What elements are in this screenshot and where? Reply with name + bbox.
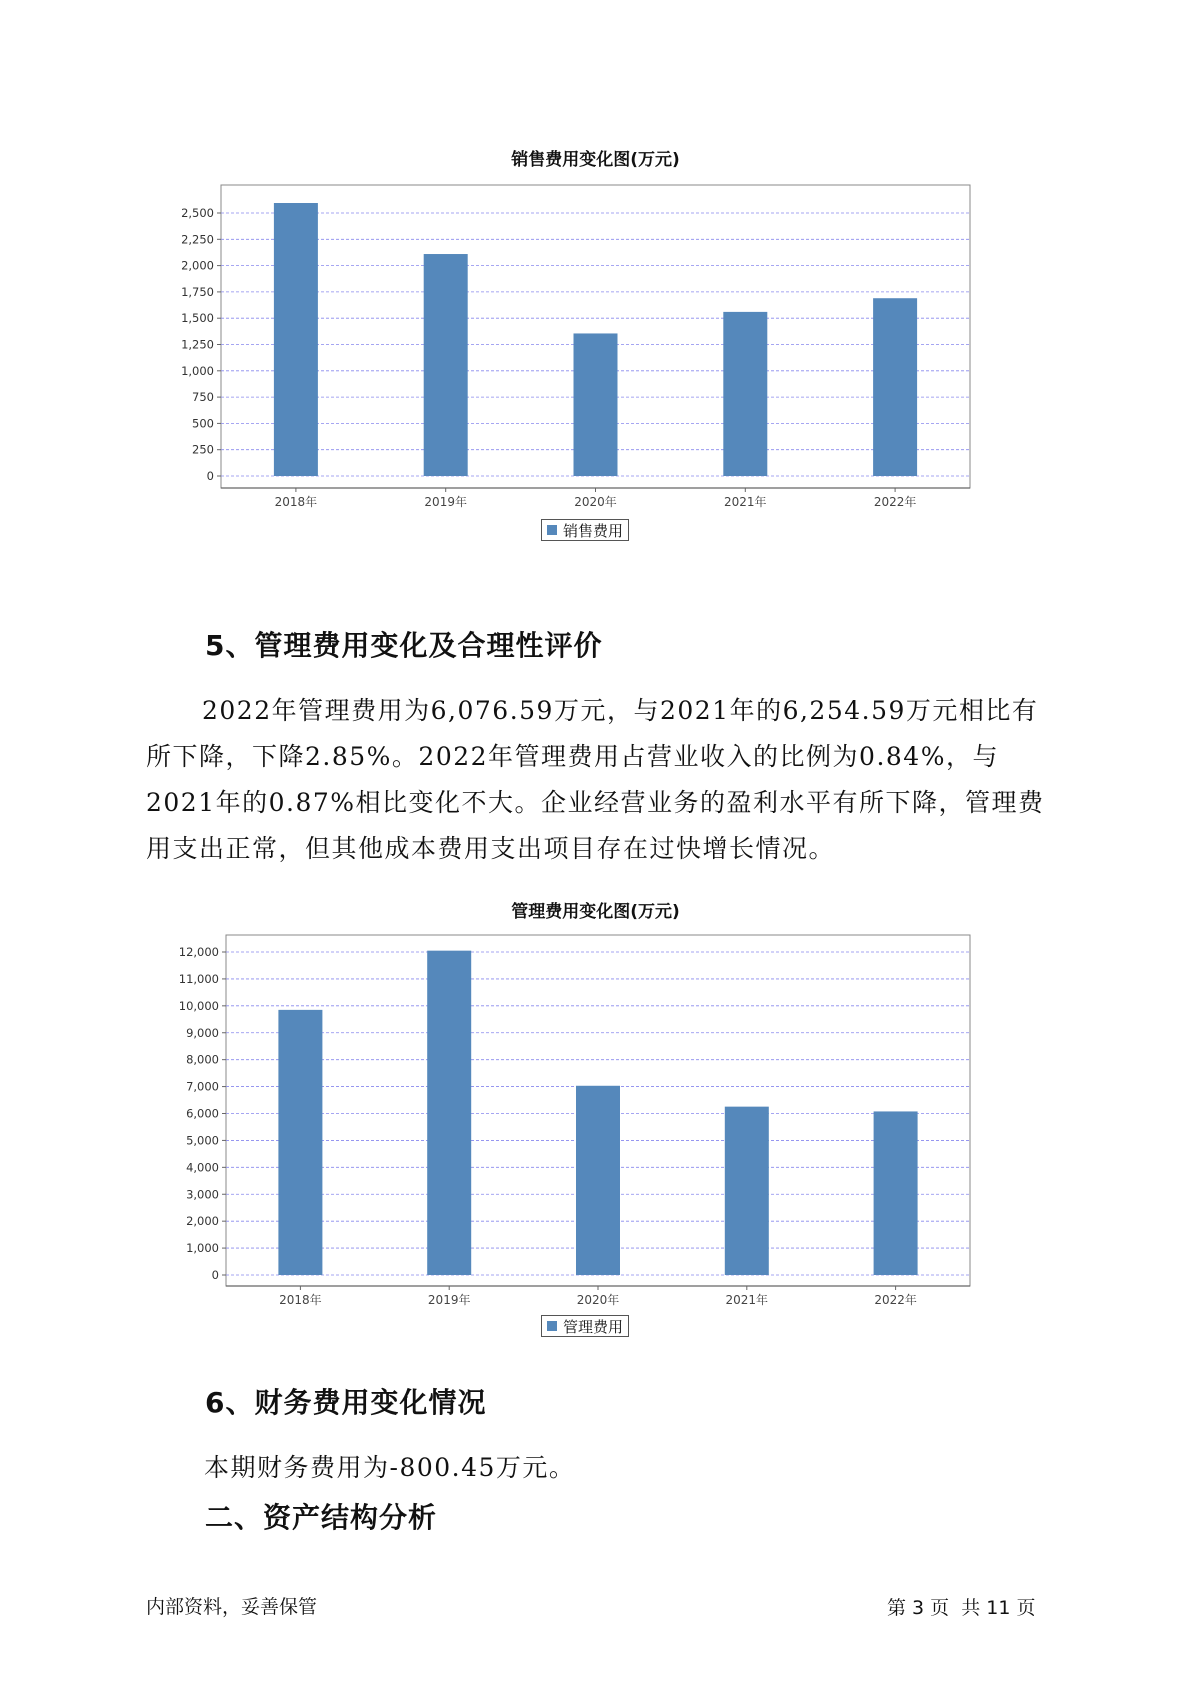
section5-heading: 5、管理费用变化及合理性评价 <box>205 629 603 662</box>
sales-bar <box>723 312 767 476</box>
section6-heading: 6、财务费用变化情况 <box>205 1386 487 1419</box>
admin-bar <box>427 951 471 1275</box>
sales-bar <box>574 333 618 476</box>
sales-legend-wrap <box>150 519 1020 541</box>
admin-bar <box>874 1111 918 1275</box>
admin-legend-wrap <box>150 1315 1020 1337</box>
sales-ytick-label: 1,500 <box>181 311 214 326</box>
sales-legend-label: 销售费用 <box>562 521 623 540</box>
page-number: 第 3 页 共 11 页 <box>887 1597 1036 1619</box>
admin-ytick-label: 12,000 <box>178 945 219 959</box>
admin-xtick-label: 2020年 <box>576 1293 620 1307</box>
admin-legend-label: 管理费用 <box>562 1317 623 1336</box>
sales-bar <box>873 298 917 476</box>
sales-ytick-label: 1,000 <box>181 363 214 378</box>
sales-ytick-label: 0 <box>206 469 214 483</box>
sales-ytick-label: 2,000 <box>181 258 214 273</box>
sales-legend-swatch <box>547 525 557 535</box>
admin-bar <box>278 1010 322 1275</box>
sales-xtick-label: 2020年 <box>574 495 617 509</box>
admin-legend <box>541 1315 629 1337</box>
admin-ytick-label: 4,000 <box>186 1160 219 1175</box>
sales-chart <box>150 175 1020 545</box>
admin-xtick-label: 2019年 <box>427 1293 471 1307</box>
section5-paragraph: 2022年管理费用为6,076.59万元，与2021年的6,254.59万元相比有所下降，下降2.85%。2022年管理费用占营业收入的比例为0.84%，与2021年的0.87%相比变化不大。企业经营业务的盈利水平有所下降，管理费用支出正常，但其他成本费用支出项目存在过快增长情况。 <box>146 696 1045 863</box>
admin-ytick-label: 10,000 <box>178 998 219 1013</box>
sales-ytick-label: 750 <box>192 390 214 405</box>
sales-chart-title: 销售费用变化图(万元) <box>511 150 680 170</box>
admin-ytick-label: 1,000 <box>186 1241 219 1256</box>
admin-ytick-label: 7,000 <box>186 1079 219 1094</box>
sales-ytick-label: 2,500 <box>181 206 214 220</box>
sales-ytick-label: 500 <box>192 416 214 431</box>
admin-xtick-label: 2018年 <box>279 1293 322 1307</box>
sales-legend-container <box>150 519 1020 547</box>
admin-legend-container <box>150 1315 1020 1343</box>
footer-note: 内部资料，妥善保管 <box>146 1596 318 1618</box>
admin-xtick-label: 2022年 <box>874 1293 917 1307</box>
admin-ytick-label: 8,000 <box>186 1052 219 1067</box>
sales-ytick-label: 250 <box>192 442 214 457</box>
section6-text: 本期财务费用为-800.45万元。 <box>204 1453 576 1482</box>
part2-heading: 二、资产结构分析 <box>205 1501 438 1534</box>
sales-ytick-label: 1,250 <box>181 337 214 352</box>
sales-ytick-label: 1,750 <box>181 284 214 299</box>
sales-xtick-label: 2021年 <box>724 495 767 509</box>
admin-chart-title: 管理费用变化图(万元) <box>511 902 680 922</box>
admin-ytick-label: 6,000 <box>186 1106 219 1121</box>
admin-bar <box>576 1086 620 1275</box>
admin-xtick-label: 2021年 <box>725 1293 769 1307</box>
admin-ytick-label: 2,000 <box>186 1214 219 1229</box>
sales-bar <box>274 203 318 476</box>
admin-ytick-label: 5,000 <box>186 1133 219 1148</box>
admin-ytick-label: 9,000 <box>186 1025 219 1040</box>
sales-xtick-label: 2019年 <box>424 495 467 509</box>
sales-xtick-label: 2018年 <box>274 495 318 509</box>
admin-bar <box>725 1107 769 1275</box>
sales-xtick-label: 2022年 <box>873 495 917 509</box>
admin-ytick-label: 0 <box>211 1268 219 1282</box>
admin-legend-swatch <box>547 1321 557 1331</box>
admin-chart <box>150 927 1020 1336</box>
sales-bar <box>424 254 468 476</box>
admin-ytick-label: 3,000 <box>186 1187 219 1202</box>
sales-ytick-label: 2,250 <box>181 232 214 247</box>
sales-legend <box>541 519 629 541</box>
admin-ytick-label: 11,000 <box>178 971 219 986</box>
